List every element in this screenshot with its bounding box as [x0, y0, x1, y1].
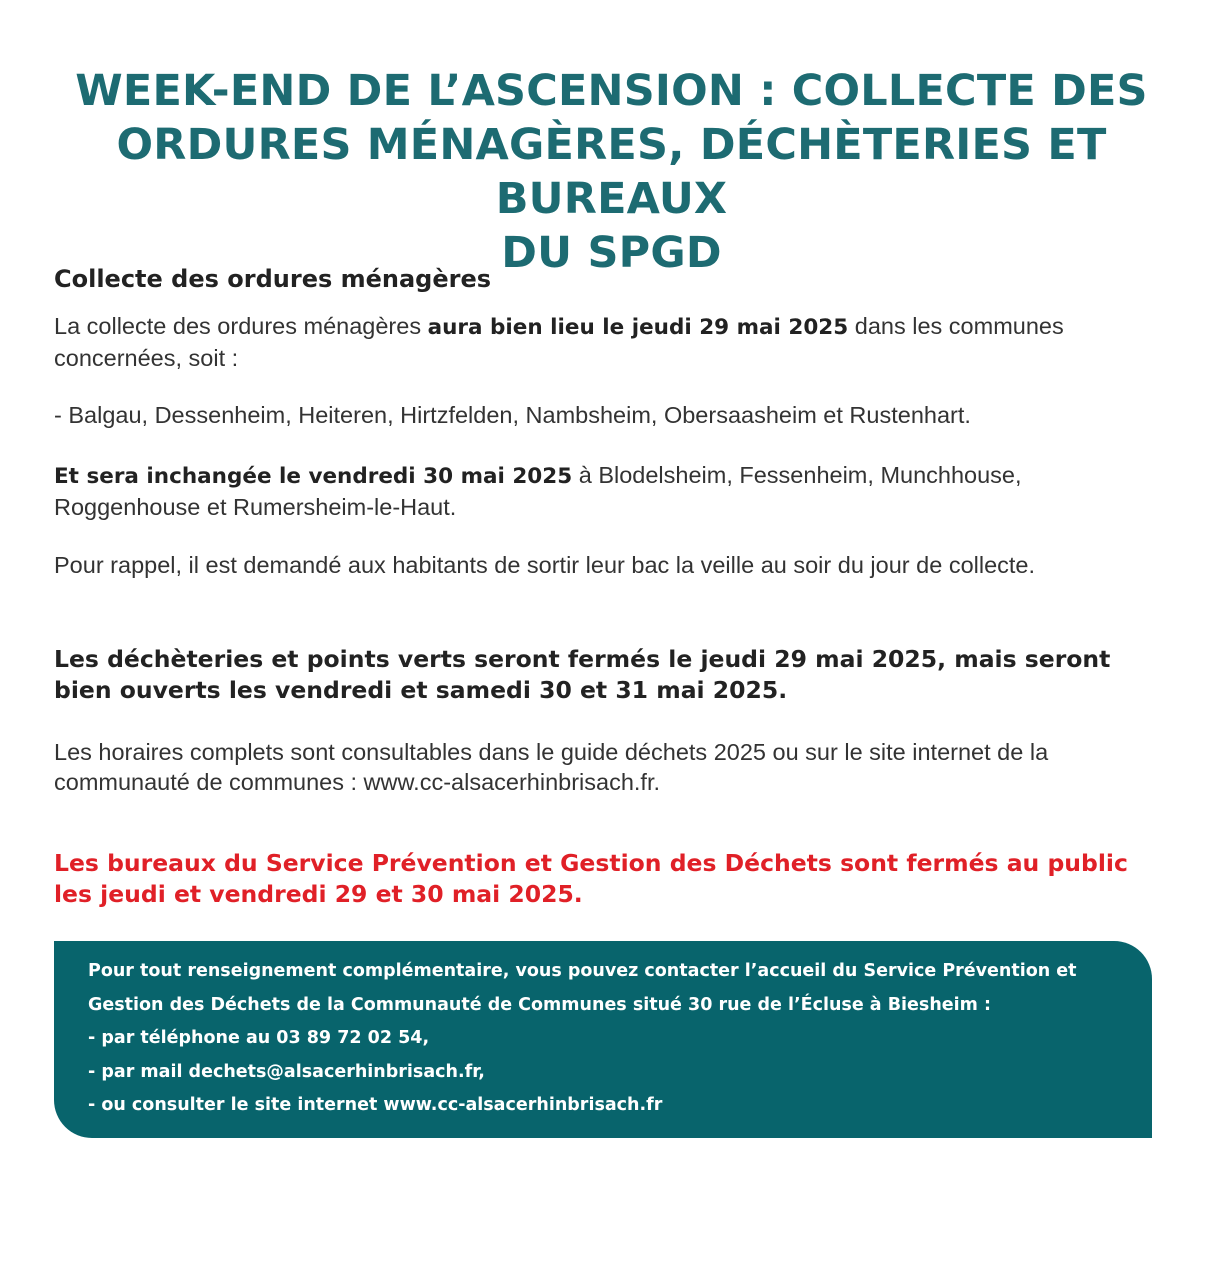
collecte-date-emphasis: aura bien lieu le jeudi 29 mai 2025 — [427, 315, 849, 340]
contact-website: - ou consulter le site internet www.cc-alsacerhinbrisach.fr — [88, 1095, 663, 1115]
title-line-3: DU SPGD — [501, 228, 722, 278]
collecte-intro-end: dans les communes concernées, soit : — [54, 313, 1064, 371]
horaires-paragraph: Les horaires complets sont consultables dans le guide déchets 2025 ou sur le site internet de la communauté de communes : www.cc-alsacerhinbrisach.fr. — [54, 739, 1049, 795]
contact-line-address: Gestion des Déchets de la Communauté de Communes situé 30 rue de l’Écluse à Biesheim : — [88, 994, 991, 1015]
title-line-1: WEEK-END DE L’ASCENSION : COLLECTE DES — [75, 66, 1148, 116]
inchangee-paragraph — [54, 460, 1169, 522]
inchangee-communes: à Blodelsheim, Fessenheim, Munchhouse, Roggenhouse et Rumersheim-le-Haut. — [54, 462, 1022, 520]
communes-list: - Balgau, Dessenheim, Heiteren, Hirtzfelden, Nambsheim, Obersaasheim et Rustenhart. — [54, 402, 971, 428]
collecte-intro-text: La collecte des ordures ménagères — [54, 313, 428, 339]
collecte-heading: Collecte des ordures ménagères — [54, 265, 492, 293]
page-title — [40, 64, 1183, 280]
collecte-paragraph — [54, 311, 1169, 373]
rappel-paragraph: Pour rappel, il est demandé aux habitants de sortir leur bac la veille au soir du jour de collecte. — [54, 552, 1036, 578]
title-line-2: ORDURES MÉNAGÈRES, DÉCHÈTERIES ET BUREAUX — [116, 120, 1107, 224]
bureaux-closure-notice: Les bureaux du Service Prévention et Gestion des Déchets sont fermés au public les jeudi et vendredi 29 et 30 mai 2025. — [54, 849, 1128, 908]
contact-line-intro: Pour tout renseignement complémentaire, vous pouvez contacter l’accueil du Service Prévention et — [88, 961, 1077, 981]
contact-info-box — [54, 941, 1152, 1138]
contact-email: - par mail dechets@alsacerhinbrisach.fr, — [88, 1061, 485, 1082]
contact-phone: - par téléphone au 03 89 72 02 54, — [88, 1028, 430, 1048]
inchangee-date-emphasis: Et sera inchangée le vendredi 30 mai 2025 — [54, 464, 573, 489]
decheteries-notice: Les déchèteries et points verts seront fermés le jeudi 29 mai 2025, mais seront bien ouverts les vendredi et samedi 30 et 31 mai 2025. — [54, 645, 1111, 704]
